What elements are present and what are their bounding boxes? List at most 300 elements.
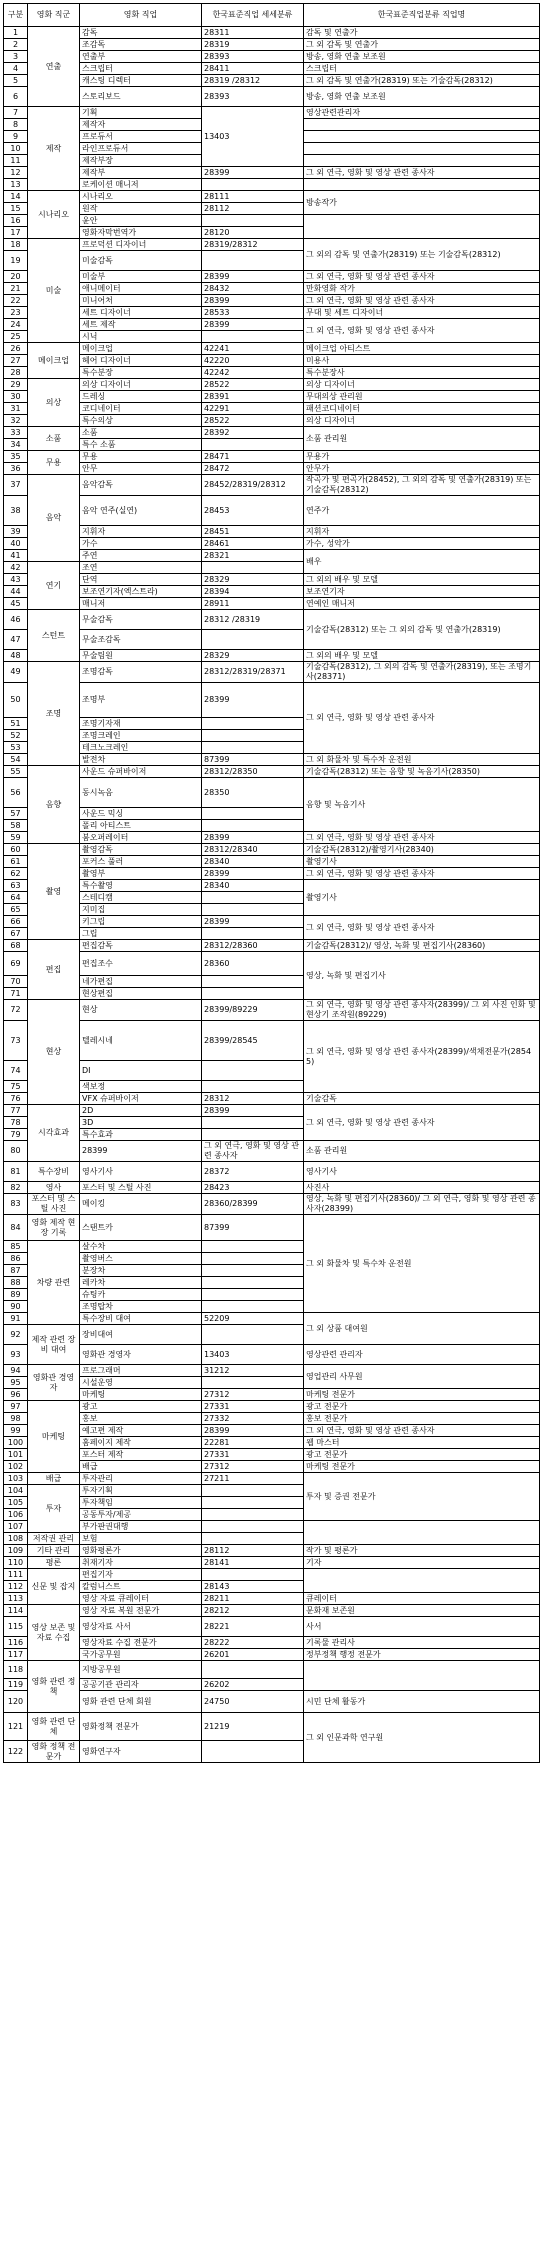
ksco-code-cell: 21219 xyxy=(202,1713,304,1741)
ksco-code-cell: 28399 xyxy=(202,295,304,307)
ksco-code-cell: 42241 xyxy=(202,343,304,355)
job-group-cell: 영화 정책 전문가 xyxy=(28,1741,80,1763)
row-number-cell: 86 xyxy=(4,1253,28,1265)
row-number-cell: 13 xyxy=(4,179,28,191)
ksco-occupation-name-cell: 기술감독(28312)/ 영상, 녹화 및 편집기사(28360) xyxy=(304,940,540,952)
table-row xyxy=(4,27,540,39)
ksco-code-cell: 26201 xyxy=(202,1649,304,1661)
row-number-cell: 110 xyxy=(4,1557,28,1569)
job-group-cell: 편집 xyxy=(28,940,80,1000)
ksco-code-cell: 28399/28545 xyxy=(202,1021,304,1061)
table-row xyxy=(4,778,540,808)
table-row xyxy=(4,538,540,550)
table-row xyxy=(4,1389,540,1401)
row-number-cell: 44 xyxy=(4,586,28,598)
table-row xyxy=(4,1557,540,1569)
row-number-cell: 96 xyxy=(4,1389,28,1401)
film-occupation-cell: 미술감독 xyxy=(80,251,202,271)
ksco-code-cell: 28312 xyxy=(202,1093,304,1105)
row-number-cell: 99 xyxy=(4,1425,28,1437)
ksco-code-cell: 28221 xyxy=(202,1617,304,1637)
ksco-code-cell xyxy=(202,1377,304,1389)
row-number-cell: 41 xyxy=(4,550,28,562)
ksco-code-cell: 28911 xyxy=(202,598,304,610)
film-occupation-cell: 주연 xyxy=(80,550,202,562)
film-occupation-cell: 메이킹 xyxy=(80,1194,202,1215)
row-number-cell: 33 xyxy=(4,427,28,439)
row-number-cell: 47 xyxy=(4,630,28,650)
job-group-cell: 기타 관리 xyxy=(28,1545,80,1557)
film-occupation-cell: 부가판권대행 xyxy=(80,1521,202,1533)
film-occupation-cell: 윤안 xyxy=(80,215,202,227)
row-number-cell: 88 xyxy=(4,1277,28,1289)
ksco-code-cell xyxy=(202,1061,304,1081)
film-occupation-cell: 영화연구자 xyxy=(80,1741,202,1763)
ksco-occupation-name-cell: 특수분장사 xyxy=(304,367,540,379)
row-number-cell: 73 xyxy=(4,1021,28,1061)
ksco-occupation-name-cell: 기록물 관리사 xyxy=(304,1637,540,1649)
row-number-cell: 12 xyxy=(4,167,28,179)
ksco-code-cell xyxy=(202,808,304,820)
row-number-cell: 91 xyxy=(4,1313,28,1325)
film-occupation-cell: 2D xyxy=(80,1105,202,1117)
table-row xyxy=(4,1425,540,1437)
row-number-cell: 23 xyxy=(4,307,28,319)
film-occupation-cell: 무용 xyxy=(80,451,202,463)
row-number-cell: 106 xyxy=(4,1509,28,1521)
row-number-cell: 113 xyxy=(4,1593,28,1605)
ksco-occupation-name-cell: 광고 전문가 xyxy=(304,1449,540,1461)
table-row xyxy=(4,1093,540,1105)
ksco-code-cell: 27331 xyxy=(202,1449,304,1461)
row-number-cell: 21 xyxy=(4,283,28,295)
table-row xyxy=(4,39,540,51)
row-number-cell: 10 xyxy=(4,143,28,155)
ksco-occupation-name-cell: 사서 xyxy=(304,1617,540,1637)
row-number-cell: 16 xyxy=(4,215,28,227)
table-row xyxy=(4,880,540,892)
row-number-cell: 72 xyxy=(4,1000,28,1021)
row-number-cell: 32 xyxy=(4,415,28,427)
row-number-cell: 38 xyxy=(4,496,28,526)
ksco-occupation-name-cell: 그 외 연극, 영화 및 영상 관련 종사자(28399)/색채전문가(28545) xyxy=(304,1021,540,1093)
table-row xyxy=(4,1194,540,1215)
table-row xyxy=(4,1593,540,1605)
row-number-cell: 48 xyxy=(4,650,28,662)
ksco-code-cell xyxy=(202,439,304,451)
film-occupation-cell: 드레싱 xyxy=(80,391,202,403)
film-occupation-cell: 무술팀원 xyxy=(80,650,202,662)
ksco-occupation-name-cell: 마케팅 전문가 xyxy=(304,1389,540,1401)
row-number-cell: 62 xyxy=(4,868,28,880)
table-row xyxy=(4,766,540,778)
table-row xyxy=(4,1691,540,1713)
ksco-code-cell: 28312/28340 xyxy=(202,844,304,856)
film-occupation-cell: 제작자 xyxy=(80,119,202,131)
ksco-occupation-name-cell: 소품 관리원 xyxy=(304,1141,540,1162)
job-group-cell: 영화 관련 정책 xyxy=(28,1661,80,1713)
ksco-occupation-name-cell: 그 외 연극, 영화 및 영상 관련 종사자(28399)/ 그 외 사진 인화 및 현상기 조작원(89229) xyxy=(304,1000,540,1021)
film-occupation-cell: 무술조감독 xyxy=(80,630,202,650)
row-number-cell: 82 xyxy=(4,1182,28,1194)
row-number-cell: 120 xyxy=(4,1691,28,1713)
row-number-cell: 30 xyxy=(4,391,28,403)
table-row xyxy=(4,391,540,403)
row-number-cell: 114 xyxy=(4,1605,28,1617)
ksco-code-cell: 28360 xyxy=(202,952,304,976)
film-occupation-cell: 시닉 xyxy=(80,331,202,343)
film-occupation-cell: 동시녹음 xyxy=(80,778,202,808)
row-number-cell: 71 xyxy=(4,988,28,1000)
ksco-occupation-name-cell xyxy=(304,119,540,131)
film-occupation-cell: 예고편 제작 xyxy=(80,1425,202,1437)
ksco-occupation-name-cell: 연주가 xyxy=(304,496,540,526)
film-occupation-cell: 촬영부 xyxy=(80,868,202,880)
ksco-code-cell xyxy=(202,1325,304,1345)
ksco-code-cell xyxy=(202,1253,304,1265)
ksco-occupation-name-cell: 그 외 연극, 영화 및 영상 관련 종사자 xyxy=(304,271,540,283)
ksco-code-cell: 28112 xyxy=(202,1545,304,1557)
ksco-code-cell: 27312 xyxy=(202,1461,304,1473)
table-row xyxy=(4,295,540,307)
table-row xyxy=(4,754,540,766)
table-row xyxy=(4,526,540,538)
table-row xyxy=(4,1000,540,1021)
row-number-cell: 28 xyxy=(4,367,28,379)
film-occupation-cell: 스토리보드 xyxy=(80,87,202,107)
table-row xyxy=(4,307,540,319)
row-number-cell: 80 xyxy=(4,1141,28,1162)
ksco-code-cell: 28533 xyxy=(202,307,304,319)
row-number-cell: 60 xyxy=(4,844,28,856)
ksco-code-cell xyxy=(202,892,304,904)
table-row xyxy=(4,574,540,586)
table-row xyxy=(4,1569,540,1581)
ksco-occupation-name-cell: 시민 단체 활동가 xyxy=(304,1691,540,1713)
film-occupation-cell: 코디네이터 xyxy=(80,403,202,415)
film-occupation-cell: 메이크업 xyxy=(80,343,202,355)
ksco-code-cell: 28399/89229 xyxy=(202,1000,304,1021)
row-number-cell: 24 xyxy=(4,319,28,331)
film-occupation-cell: 영상자료 수집 전문가 xyxy=(80,1637,202,1649)
ksco-occupation-name-cell: 안무가 xyxy=(304,463,540,475)
ksco-occupation-name-cell xyxy=(304,143,540,155)
row-number-cell: 105 xyxy=(4,1497,28,1509)
table-row xyxy=(4,1637,540,1649)
ksco-occupation-name-cell: 광고 전문가 xyxy=(304,1401,540,1413)
ksco-occupation-name-cell xyxy=(304,155,540,167)
film-occupation-cell: 스탠트카 xyxy=(80,1215,202,1241)
ksco-code-cell xyxy=(202,331,304,343)
ksco-occupation-name-cell: 방송, 영화 연출 보조원 xyxy=(304,87,540,107)
job-group-cell: 영상 보존 및 자료 수집 xyxy=(28,1605,80,1661)
table-row xyxy=(4,1649,540,1661)
ksco-code-cell: 28411 xyxy=(202,63,304,75)
film-occupation-cell: 세트 제작 xyxy=(80,319,202,331)
ksco-occupation-name-cell: 기술감독 xyxy=(304,1093,540,1105)
film-occupation-cell: 홍보 xyxy=(80,1413,202,1425)
ksco-code-cell: 31212 xyxy=(202,1365,304,1377)
table-row xyxy=(4,1617,540,1637)
film-occupation-cell: 영화 관련 단체 회원 xyxy=(80,1691,202,1713)
table-row xyxy=(4,63,540,75)
ksco-code-cell: 28143 xyxy=(202,1581,304,1593)
ksco-code-cell xyxy=(202,562,304,574)
table-row xyxy=(4,598,540,610)
row-number-cell: 115 xyxy=(4,1617,28,1637)
row-number-cell: 22 xyxy=(4,295,28,307)
film-occupation-cell: 시설운영 xyxy=(80,1377,202,1389)
table-row xyxy=(4,940,540,952)
ksco-occupation-name-cell: 그 외 감독 및 연출가 xyxy=(304,39,540,51)
film-occupation-cell: 미술부 xyxy=(80,271,202,283)
table-row xyxy=(4,379,540,391)
table-row xyxy=(4,832,540,844)
film-occupation-cell: 폴리 아티스트 xyxy=(80,820,202,832)
film-occupation-cell: 감독 xyxy=(80,27,202,39)
table-row xyxy=(4,868,540,880)
row-number-cell: 122 xyxy=(4,1741,28,1763)
ksco-occupation-name-cell: 문화재 보존원 xyxy=(304,1605,540,1617)
row-number-cell: 37 xyxy=(4,475,28,496)
ksco-code-cell xyxy=(202,1509,304,1521)
row-number-cell: 89 xyxy=(4,1289,28,1301)
job-group-cell: 의상 xyxy=(28,379,80,427)
header-cell: 영화 직업 xyxy=(80,4,202,27)
film-occupation-cell: 무술감독 xyxy=(80,610,202,630)
table-row xyxy=(4,1437,540,1449)
row-number-cell: 45 xyxy=(4,598,28,610)
ksco-code-cell xyxy=(202,630,304,650)
film-occupation-cell: 애니메이터 xyxy=(80,283,202,295)
ksco-occupation-name-cell: 그 외 연극, 영화 및 영상 관련 종사자 xyxy=(304,916,540,940)
table-row xyxy=(4,239,540,251)
ksco-code-cell: 28321 xyxy=(202,550,304,562)
table-row xyxy=(4,1182,540,1194)
film-occupation-cell: 마케팅 xyxy=(80,1389,202,1401)
ksco-code-cell: 28340 xyxy=(202,856,304,868)
row-number-cell: 40 xyxy=(4,538,28,550)
film-occupation-cell: 특수분장 xyxy=(80,367,202,379)
ksco-code-cell: 87399 xyxy=(202,754,304,766)
job-group-cell: 연출 xyxy=(28,27,80,107)
row-number-cell: 67 xyxy=(4,928,28,940)
film-occupation-cell: 영사기사 xyxy=(80,1162,202,1182)
table-row xyxy=(4,191,540,203)
job-group-cell: 영화 제작 현장 기록 xyxy=(28,1215,80,1241)
ksco-code-cell xyxy=(202,1081,304,1093)
ksco-code-cell xyxy=(202,928,304,940)
table-row xyxy=(4,1545,540,1557)
job-group-cell: 제작 xyxy=(28,107,80,191)
ksco-code-cell: 28471 xyxy=(202,451,304,463)
ksco-occupation-name-cell: 무용가 xyxy=(304,451,540,463)
film-occupation-cell: 보조연기자(엑스트라) xyxy=(80,586,202,598)
ksco-occupation-name-cell: 영상, 녹화 및 편집기사(28360)/ 그 외 연극, 영화 및 영상 관련 종사자(28399) xyxy=(304,1194,540,1215)
row-number-cell: 64 xyxy=(4,892,28,904)
film-occupation-cell: 포커스 풀러 xyxy=(80,856,202,868)
ksco-code-cell: 28451 xyxy=(202,526,304,538)
table-row xyxy=(4,496,540,526)
ksco-occupation-name-cell: 지휘자 xyxy=(304,526,540,538)
ksco-occupation-name-cell: 마케팅 전문가 xyxy=(304,1461,540,1473)
ksco-occupation-name-cell: 배우 xyxy=(304,550,540,574)
film-occupation-cell: 3D xyxy=(80,1117,202,1129)
row-number-cell: 9 xyxy=(4,131,28,143)
film-occupation-cell: 키그립 xyxy=(80,916,202,928)
row-number-cell: 46 xyxy=(4,610,28,630)
film-occupation-cell: 광고 xyxy=(80,1401,202,1413)
film-occupation-cell: 공동투자/제공 xyxy=(80,1509,202,1521)
table-row xyxy=(4,856,540,868)
ksco-occupation-name-cell: 그 외 연극, 영화 및 영상 관련 종사자 xyxy=(304,868,540,880)
ksco-occupation-name-cell xyxy=(304,215,540,239)
ksco-occupation-name-cell: 그 외 연극, 영화 및 영상 관련 종사자 xyxy=(304,1105,540,1141)
row-number-cell: 4 xyxy=(4,63,28,75)
table-row xyxy=(4,427,540,439)
film-occupation-cell: 특수 소품 xyxy=(80,439,202,451)
row-number-cell: 85 xyxy=(4,1241,28,1253)
film-occupation-cell: 헤어 디자이너 xyxy=(80,355,202,367)
row-number-cell: 93 xyxy=(4,1345,28,1365)
film-occupation-cell: 음악감독 xyxy=(80,475,202,496)
row-number-cell: 35 xyxy=(4,451,28,463)
ksco-code-cell: 28141 xyxy=(202,1557,304,1569)
film-occupation-cell: 포스터 및 스틸 사진 xyxy=(80,1182,202,1194)
film-occupation-cell: 스테디캠 xyxy=(80,892,202,904)
film-occupation-cell: 지방공무원 xyxy=(80,1661,202,1679)
table-row xyxy=(4,283,540,295)
film-occupation-cell: 포스터 제작 xyxy=(80,1449,202,1461)
ksco-code-cell: 28399 xyxy=(202,319,304,331)
ksco-occupation-name-cell: 무대의상 관리원 xyxy=(304,391,540,403)
row-number-cell: 19 xyxy=(4,251,28,271)
film-occupation-cell: 조명부 xyxy=(80,683,202,718)
job-group-cell: 차량 관련 xyxy=(28,1241,80,1325)
row-number-cell: 108 xyxy=(4,1533,28,1545)
ksco-code-cell: 28360/28399 xyxy=(202,1194,304,1215)
ksco-occupation-name-cell: 그 외 연극, 영화 및 영상 관련 종사자 xyxy=(304,1425,540,1437)
ksco-occupation-name-cell: 패션코디네이터 xyxy=(304,403,540,415)
ksco-code-cell: 28311 xyxy=(202,27,304,39)
ksco-code-cell: 28399 xyxy=(202,167,304,179)
ksco-occupation-name-cell: 의상 디자이너 xyxy=(304,379,540,391)
row-number-cell: 77 xyxy=(4,1105,28,1117)
row-number-cell: 14 xyxy=(4,191,28,203)
film-occupation-cell: 영화자막번역가 xyxy=(80,227,202,239)
ksco-occupation-name-cell: 작곡가 및 편곡가(28452), 그 외의 감독 및 연출가(28319) 또는 기술감독(28312) xyxy=(304,475,540,496)
row-number-cell: 81 xyxy=(4,1162,28,1182)
row-number-cell: 76 xyxy=(4,1093,28,1105)
job-group-cell: 신문 및 잡지 xyxy=(28,1569,80,1605)
film-occupation-cell: 조명크레인 xyxy=(80,730,202,742)
row-number-cell: 78 xyxy=(4,1117,28,1129)
film-occupation-cell: 테크노크레인 xyxy=(80,742,202,754)
table-row xyxy=(4,355,540,367)
ksco-code-cell: 28399 xyxy=(202,832,304,844)
row-number-cell: 15 xyxy=(4,203,28,215)
ksco-code-cell: 28222 xyxy=(202,1637,304,1649)
film-occupation-cell: 연출부 xyxy=(80,51,202,63)
ksco-occupation-name-cell: 정부정책 행정 전문가 xyxy=(304,1649,540,1661)
table-row xyxy=(4,215,540,227)
ksco-code-cell xyxy=(202,1497,304,1509)
ksco-code-cell xyxy=(202,1277,304,1289)
film-occupation-cell: 투자책임 xyxy=(80,1497,202,1509)
ksco-occupation-name-cell: 그 외 인문과학 연구원 xyxy=(304,1713,540,1763)
job-group-cell: 제작 관련 장비 대여 xyxy=(28,1325,80,1365)
film-occupation-cell: 라인프로듀서 xyxy=(80,143,202,155)
table-row xyxy=(4,1473,540,1485)
ksco-occupation-name-cell: 사진사 xyxy=(304,1182,540,1194)
ksco-occupation-name-cell: 방송작가 xyxy=(304,191,540,215)
table-row xyxy=(4,271,540,283)
ksco-code-cell xyxy=(202,820,304,832)
job-group-cell: 촬영 xyxy=(28,844,80,940)
film-occupation-cell: 영상자료 사서 xyxy=(80,1617,202,1637)
ksco-code-cell: 28312/28350 xyxy=(202,766,304,778)
ksco-occupation-name-cell: 만화영화 작가 xyxy=(304,283,540,295)
row-number-cell: 34 xyxy=(4,439,28,451)
table-row xyxy=(4,451,540,463)
film-occupation-cell: 텔레시네 xyxy=(80,1021,202,1061)
ksco-occupation-name-cell: 감독 및 연출가 xyxy=(304,27,540,39)
film-occupation-cell: 스크립터 xyxy=(80,63,202,75)
job-group-cell: 시나리오 xyxy=(28,191,80,239)
film-occupation-cell: 조감독 xyxy=(80,39,202,51)
header-cell: 한국표준직업분류 직업명 xyxy=(304,4,540,27)
table-row xyxy=(4,610,540,630)
ksco-code-cell: 28111 xyxy=(202,191,304,203)
film-occupation-cell: 현상편집 xyxy=(80,988,202,1000)
row-number-cell: 92 xyxy=(4,1325,28,1345)
film-occupation-cell: 영상 자료 복원 전문가 xyxy=(80,1605,202,1617)
job-group-cell: 음악 xyxy=(28,475,80,562)
job-group-cell: 특수장비 xyxy=(28,1162,80,1182)
ksco-code-cell xyxy=(202,1301,304,1313)
row-number-cell: 31 xyxy=(4,403,28,415)
ksco-code-cell: 그 외 연극, 영화 및 영상 관련 종사자 xyxy=(202,1141,304,1162)
row-number-cell: 100 xyxy=(4,1437,28,1449)
ksco-occupation-name-cell: 미용사 xyxy=(304,355,540,367)
job-group-cell: 현상 xyxy=(28,1000,80,1105)
ksco-occupation-name-cell: 웹 마스터 xyxy=(304,1437,540,1449)
film-occupation-cell: 음악 연주(실연) xyxy=(80,496,202,526)
film-occupation-cell: 조연 xyxy=(80,562,202,574)
film-occupation-cell: 시나리오 xyxy=(80,191,202,203)
table-row xyxy=(4,415,540,427)
ksco-code-cell: 28472 xyxy=(202,463,304,475)
film-occupation-cell: 편집기자 xyxy=(80,1569,202,1581)
film-occupation-cell: 조명탑차 xyxy=(80,1301,202,1313)
row-number-cell: 97 xyxy=(4,1401,28,1413)
film-occupation-cell: 보험 xyxy=(80,1533,202,1545)
film-occupation-cell: 레카차 xyxy=(80,1277,202,1289)
ksco-code-cell: 28372 xyxy=(202,1162,304,1182)
ksco-code-cell: 22281 xyxy=(202,1437,304,1449)
document-page xyxy=(3,3,540,1763)
table-row xyxy=(4,167,540,179)
table-row xyxy=(4,844,540,856)
ksco-code-cell xyxy=(202,730,304,742)
row-number-cell: 55 xyxy=(4,766,28,778)
row-number-cell: 5 xyxy=(4,75,28,87)
row-number-cell: 118 xyxy=(4,1661,28,1679)
film-occupation-cell: 세트 디자이너 xyxy=(80,307,202,319)
job-group-cell: 시각효과 xyxy=(28,1105,80,1162)
ksco-occupation-name-cell: 그 외의 배우 및 모델 xyxy=(304,650,540,662)
ksco-code-cell xyxy=(202,179,304,191)
